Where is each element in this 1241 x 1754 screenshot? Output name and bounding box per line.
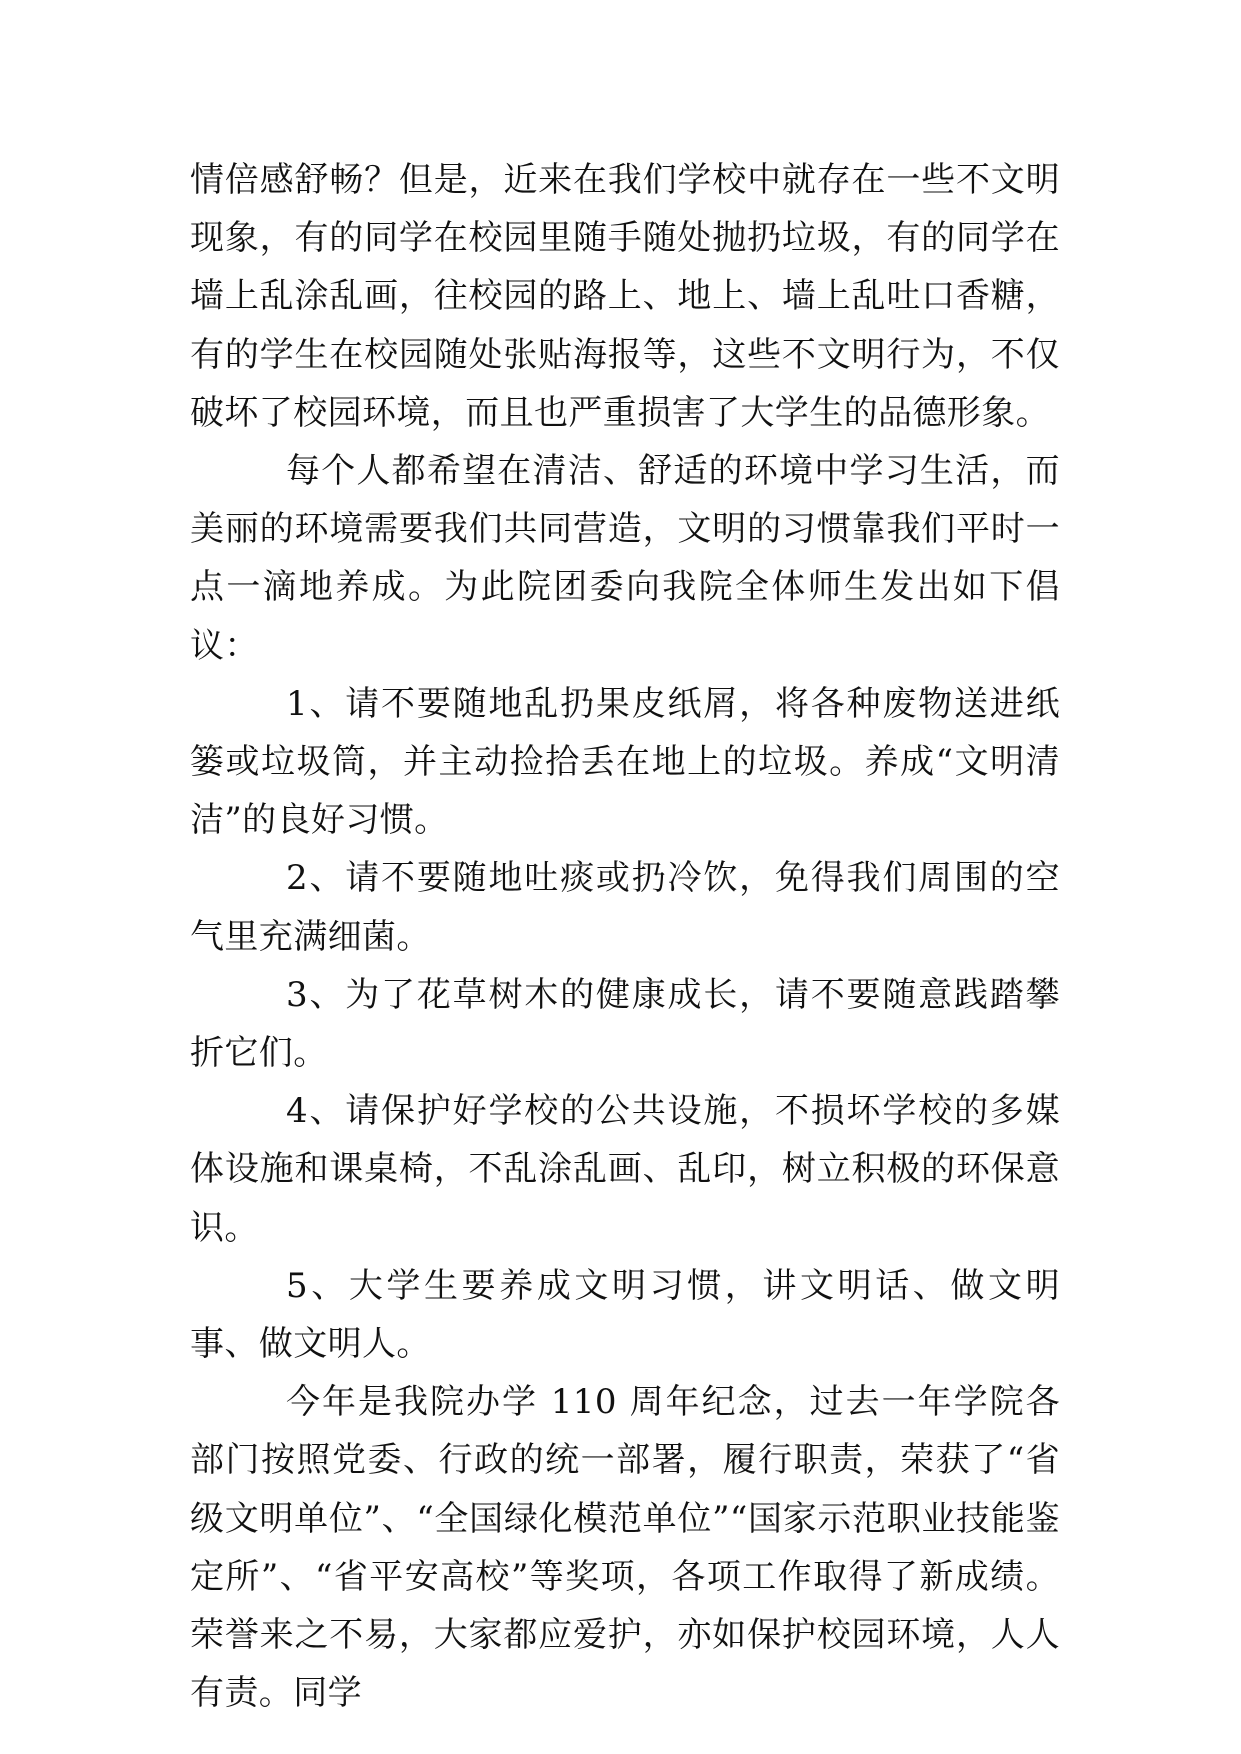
proposal-item-2: 2、请不要随地吐痰或扔冷饮，免得我们周围的空气里充满细菌。 (190, 858, 1060, 957)
proposal-item-5: 5、大学生要养成文明习惯，讲文明话、做文明事、做文明人。 (190, 1265, 1060, 1365)
paragraph-anniversary: 今年是我院办学 110 周年纪念，过去一年学院各部门按照党委、行政的统一部署，履行职责，荣获了“省级文明单位”、“全国绿化模范单位”“国家示范职业技能鉴定所”、“省平安高校”等奖项，各项工作取得了新成绩。荣誉来之不易，大家都应爱护，亦如保护校园环境，人人有责。同学 (190, 1382, 1060, 1714)
proposal-item-4: 4、请保护好学校的公共设施，不损坏学校的多媒体设施和课桌椅，不乱涂乱画、乱印，树立积极的环保意识。 (190, 1091, 1060, 1248)
proposal-item-1: 1、请不要随地乱扔果皮纸屑，将各种废物送进纸篓或垃圾筒，并主动捡拾丢在地上的垃圾。养成“文明清洁”的良好习惯。 (190, 683, 1060, 841)
paragraph-2: 每个人都希望在清洁、舒适的环境中学习生活，而美丽的环境需要我们共同营造，文明的习惯靠我们平时一点一滴地养成。为此院团委向我院全体师生发出如下倡议： (190, 451, 1060, 666)
document-body (190, 151, 1060, 1722)
proposal-item-3: 3、为了花草树木的健康成长，请不要随意践踏攀折它们。 (190, 974, 1060, 1074)
paragraph-1: 情倍感舒畅？但是，近来在我们学校中就存在一些不文明现象，有的同学在校园里随手随处抛扔垃圾，有的同学在墙上乱涂乱画，往校园的路上、地上、墙上乱吐口香糖，有的学生在校园随处张贴海报等，这些不文明行为，不仅破坏了校园环境，而且也严重损害了大学生的品德形象。 (190, 160, 1060, 433)
